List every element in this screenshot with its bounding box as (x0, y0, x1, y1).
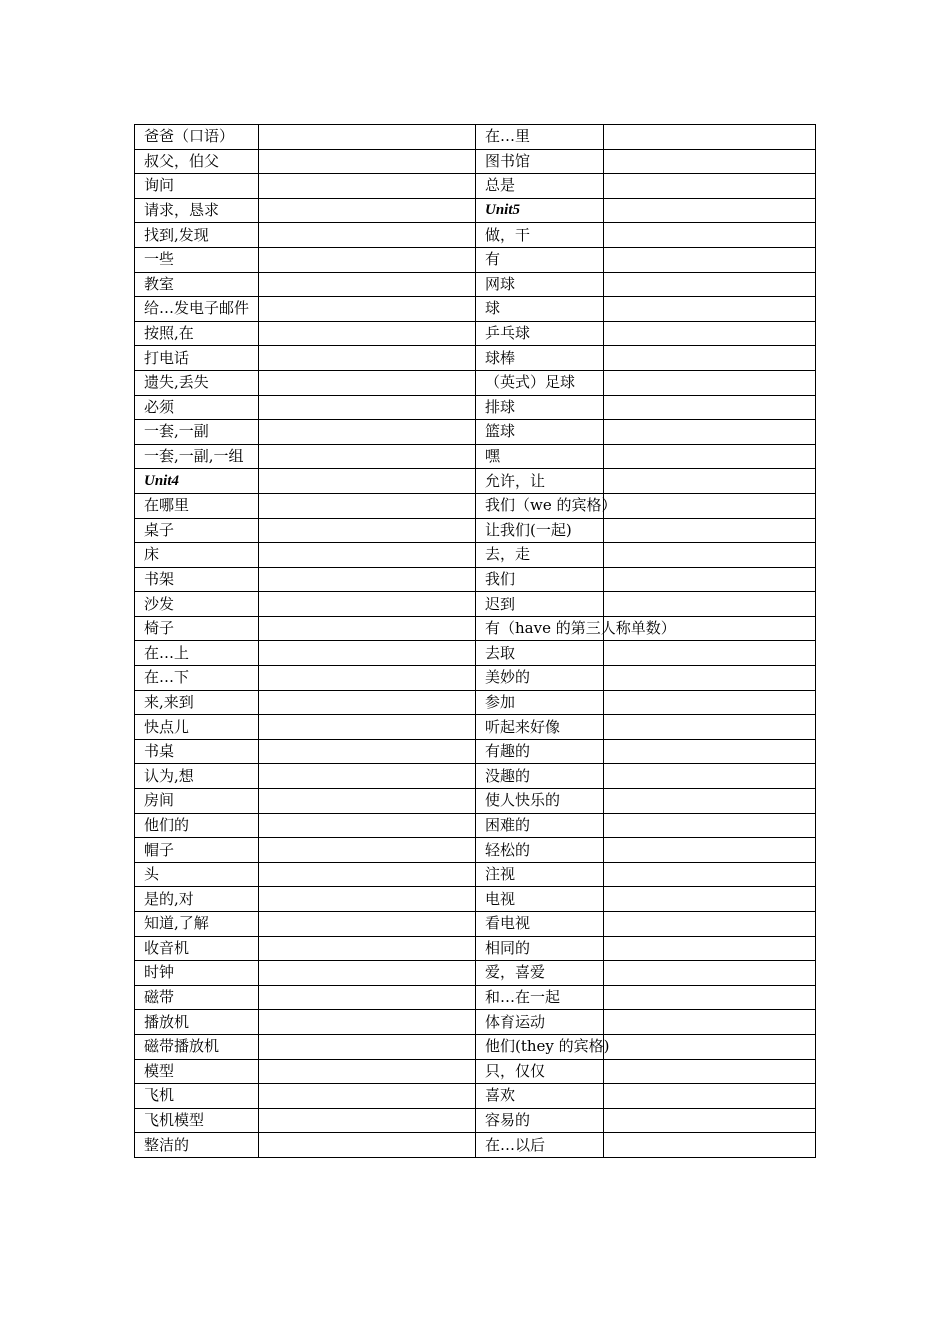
right-chinese-term: 美妙的 (476, 666, 604, 691)
left-answer-blank[interactable] (259, 813, 476, 838)
left-answer-blank[interactable] (259, 887, 476, 912)
right-answer-blank[interactable] (604, 936, 816, 961)
right-answer-blank[interactable] (604, 321, 816, 346)
table-row (135, 764, 816, 789)
right-answer-blank[interactable] (604, 961, 816, 986)
left-answer-blank[interactable] (259, 715, 476, 740)
table-row (135, 666, 816, 691)
table-row (135, 247, 816, 272)
right-answer-blank[interactable] (604, 715, 816, 740)
right-chinese-term: 没趣的 (476, 764, 604, 789)
table-row (135, 1010, 816, 1035)
left-answer-blank[interactable] (259, 272, 476, 297)
right-chinese-term: 容易的 (476, 1108, 604, 1133)
left-answer-blank[interactable] (259, 912, 476, 937)
left-answer-blank[interactable] (259, 346, 476, 371)
right-answer-blank[interactable] (604, 370, 816, 395)
left-chinese-term: 床 (135, 543, 259, 568)
right-chinese-term: Unit5 (476, 198, 604, 223)
left-chinese-term: 一些 (135, 247, 259, 272)
left-chinese-term: 在哪里 (135, 493, 259, 518)
right-answer-blank[interactable] (604, 223, 816, 248)
table-row (135, 715, 816, 740)
right-chinese-term: 相同的 (476, 936, 604, 961)
left-chinese-term: 沙发 (135, 592, 259, 617)
right-answer-blank[interactable] (604, 912, 816, 937)
right-chinese-term: 篮球 (476, 420, 604, 445)
right-answer-blank[interactable] (604, 469, 816, 494)
left-answer-blank[interactable] (259, 1059, 476, 1084)
table-row (135, 641, 816, 666)
right-answer-blank[interactable] (604, 838, 816, 863)
left-chinese-term: 按照,在 (135, 321, 259, 346)
left-chinese-term: 叔父，伯父 (135, 149, 259, 174)
left-chinese-term: 是的,对 (135, 887, 259, 912)
left-chinese-term: 他们的 (135, 813, 259, 838)
right-answer-blank[interactable] (604, 420, 816, 445)
right-answer-blank[interactable] (604, 862, 816, 887)
right-chinese-term: 体育运动 (476, 1010, 604, 1035)
left-chinese-term: 必须 (135, 395, 259, 420)
table-row (135, 1059, 816, 1084)
left-chinese-term: 磁带 (135, 985, 259, 1010)
table-row (135, 1084, 816, 1109)
table-row (135, 887, 816, 912)
right-answer-blank[interactable] (604, 985, 816, 1010)
right-answer-blank[interactable] (604, 444, 816, 469)
right-answer-blank[interactable] (604, 125, 816, 150)
right-answer-blank[interactable] (604, 1084, 816, 1109)
table-row (135, 690, 816, 715)
right-chinese-term: 听起来好像 (476, 715, 604, 740)
left-chinese-term: 教室 (135, 272, 259, 297)
left-answer-blank[interactable] (259, 395, 476, 420)
right-chinese-term: 轻松的 (476, 838, 604, 863)
left-answer-blank[interactable] (259, 1084, 476, 1109)
table-row (135, 912, 816, 937)
table-row (135, 469, 816, 494)
left-answer-blank[interactable] (259, 321, 476, 346)
left-answer-blank[interactable] (259, 690, 476, 715)
right-chinese-term: 图书馆 (476, 149, 604, 174)
right-chinese-term: 迟到 (476, 592, 604, 617)
left-chinese-term: 在…下 (135, 666, 259, 691)
table-row (135, 346, 816, 371)
table-row (135, 395, 816, 420)
left-answer-blank[interactable] (259, 518, 476, 543)
table-row (135, 838, 816, 863)
left-chinese-term: 遗失,丢失 (135, 370, 259, 395)
table-row (135, 813, 816, 838)
right-chinese-term: 在…里 (476, 125, 604, 150)
right-chinese-term: 有 (476, 247, 604, 272)
table-row (135, 223, 816, 248)
left-chinese-term: 在…上 (135, 641, 259, 666)
left-chinese-term: 请求，恳求 (135, 198, 259, 223)
right-chinese-term: 我们 (476, 567, 604, 592)
table-row (135, 297, 816, 322)
table-row (135, 198, 816, 223)
right-answer-blank[interactable] (604, 1010, 816, 1035)
left-answer-blank[interactable] (259, 125, 476, 150)
right-chinese-term: 乒乓球 (476, 321, 604, 346)
left-chinese-term: 打电话 (135, 346, 259, 371)
table-row (135, 985, 816, 1010)
left-answer-blank[interactable] (259, 961, 476, 986)
table-row (135, 493, 816, 518)
right-answer-blank[interactable] (604, 1133, 816, 1158)
left-chinese-term: 知道,了解 (135, 912, 259, 937)
left-answer-blank[interactable] (259, 297, 476, 322)
left-answer-blank[interactable] (259, 936, 476, 961)
right-chinese-term: 有趣的 (476, 739, 604, 764)
left-chinese-term: 飞机 (135, 1084, 259, 1109)
right-answer-blank[interactable] (604, 272, 816, 297)
left-answer-blank[interactable] (259, 641, 476, 666)
vocabulary-sheet (134, 124, 815, 1158)
left-answer-blank[interactable] (259, 1108, 476, 1133)
right-answer-blank[interactable] (604, 666, 816, 691)
table-row (135, 961, 816, 986)
left-answer-blank[interactable] (259, 666, 476, 691)
right-chinese-term: 网球 (476, 272, 604, 297)
table-row (135, 567, 816, 592)
right-answer-blank[interactable] (604, 346, 816, 371)
left-answer-blank[interactable] (259, 616, 476, 641)
table-row (135, 862, 816, 887)
right-chinese-term: 去，走 (476, 543, 604, 568)
left-answer-blank[interactable] (259, 493, 476, 518)
left-chinese-term: 一套,一副 (135, 420, 259, 445)
right-answer-blank[interactable] (604, 297, 816, 322)
left-chinese-term: 收音机 (135, 936, 259, 961)
right-chinese-term: 球 (476, 297, 604, 322)
right-answer-blank[interactable] (604, 813, 816, 838)
left-chinese-term: 模型 (135, 1059, 259, 1084)
left-chinese-term: 头 (135, 862, 259, 887)
right-answer-blank[interactable] (604, 149, 816, 174)
left-answer-blank[interactable] (259, 543, 476, 568)
right-chinese-term: 做，干 (476, 223, 604, 248)
right-chinese-term: 使人快乐的 (476, 789, 604, 814)
left-chinese-term: 给…发电子邮件 (135, 297, 259, 322)
left-chinese-term: 磁带播放机 (135, 1034, 259, 1059)
right-answer-blank[interactable] (604, 1059, 816, 1084)
right-chinese-term: 只，仅仅 (476, 1059, 604, 1084)
right-answer-blank[interactable] (604, 493, 816, 518)
right-chinese-term: 看电视 (476, 912, 604, 937)
right-answer-blank[interactable] (604, 1034, 816, 1059)
table-row (135, 936, 816, 961)
left-chinese-term: 房间 (135, 789, 259, 814)
left-chinese-term: Unit4 (135, 469, 259, 494)
left-chinese-term: 播放机 (135, 1010, 259, 1035)
right-answer-blank[interactable] (604, 518, 816, 543)
table-row (135, 125, 816, 150)
right-answer-blank[interactable] (604, 789, 816, 814)
left-answer-blank[interactable] (259, 370, 476, 395)
table-row (135, 789, 816, 814)
left-chinese-term: 帽子 (135, 838, 259, 863)
right-chinese-term: 爱，喜爱 (476, 961, 604, 986)
table-row (135, 1034, 816, 1059)
left-answer-blank[interactable] (259, 149, 476, 174)
table-row (135, 370, 816, 395)
left-answer-blank[interactable] (259, 739, 476, 764)
table-row (135, 321, 816, 346)
right-chinese-term: 总是 (476, 174, 604, 199)
left-chinese-term: 认为,想 (135, 764, 259, 789)
right-chinese-term: 有（have 的第三人称单数） (476, 616, 604, 641)
table-row (135, 149, 816, 174)
right-answer-blank[interactable] (604, 198, 816, 223)
left-answer-blank[interactable] (259, 1010, 476, 1035)
right-chinese-term: 他们(they 的宾格) (476, 1034, 604, 1059)
table-row (135, 592, 816, 617)
left-chinese-term: 找到,发现 (135, 223, 259, 248)
right-answer-blank[interactable] (604, 247, 816, 272)
table-row (135, 616, 816, 641)
left-chinese-term: 整洁的 (135, 1133, 259, 1158)
right-chinese-term: 允许，让 (476, 469, 604, 494)
right-answer-blank[interactable] (604, 690, 816, 715)
left-chinese-term: 椅子 (135, 616, 259, 641)
left-chinese-term: 爸爸（口语） (135, 125, 259, 150)
right-chinese-term: 参加 (476, 690, 604, 715)
table-row (135, 444, 816, 469)
right-answer-blank[interactable] (604, 174, 816, 199)
right-chinese-term: 我们（we 的宾格） (476, 493, 604, 518)
vocabulary-table (134, 124, 816, 1158)
right-chinese-term: 困难的 (476, 813, 604, 838)
right-chinese-term: 排球 (476, 395, 604, 420)
left-chinese-term: 快点儿 (135, 715, 259, 740)
left-answer-blank[interactable] (259, 985, 476, 1010)
left-answer-blank[interactable] (259, 789, 476, 814)
right-answer-blank[interactable] (604, 764, 816, 789)
left-chinese-term: 一套,一副,一组 (135, 444, 259, 469)
left-answer-blank[interactable] (259, 420, 476, 445)
left-answer-blank[interactable] (259, 838, 476, 863)
table-row (135, 543, 816, 568)
right-answer-blank[interactable] (604, 1108, 816, 1133)
right-chinese-term: 注视 (476, 862, 604, 887)
right-answer-blank[interactable] (604, 395, 816, 420)
table-row (135, 420, 816, 445)
table-row (135, 518, 816, 543)
right-chinese-term: 在…以后 (476, 1133, 604, 1158)
right-chinese-term: 和…在一起 (476, 985, 604, 1010)
left-answer-blank[interactable] (259, 223, 476, 248)
right-answer-blank[interactable] (604, 887, 816, 912)
right-answer-blank[interactable] (604, 739, 816, 764)
table-row (135, 272, 816, 297)
left-chinese-term: 来,来到 (135, 690, 259, 715)
right-chinese-term: 电视 (476, 887, 604, 912)
right-answer-blank[interactable] (604, 592, 816, 617)
left-answer-blank[interactable] (259, 469, 476, 494)
left-chinese-term: 桌子 (135, 518, 259, 543)
table-row (135, 1108, 816, 1133)
right-chinese-term: 球棒 (476, 346, 604, 371)
left-answer-blank[interactable] (259, 1034, 476, 1059)
right-chinese-term: 嘿 (476, 444, 604, 469)
vocabulary-table-body (135, 125, 816, 1158)
left-answer-blank[interactable] (259, 592, 476, 617)
table-row (135, 739, 816, 764)
right-answer-blank[interactable] (604, 543, 816, 568)
left-answer-blank[interactable] (259, 1133, 476, 1158)
left-answer-blank[interactable] (259, 444, 476, 469)
right-chinese-term: （英式）足球 (476, 370, 604, 395)
left-answer-blank[interactable] (259, 764, 476, 789)
left-chinese-term: 书架 (135, 567, 259, 592)
right-chinese-term: 去取 (476, 641, 604, 666)
left-chinese-term: 询问 (135, 174, 259, 199)
right-answer-blank[interactable] (604, 641, 816, 666)
left-answer-blank[interactable] (259, 247, 476, 272)
right-chinese-term: 让我们(一起) (476, 518, 604, 543)
left-chinese-term: 时钟 (135, 961, 259, 986)
left-answer-blank[interactable] (259, 862, 476, 887)
left-chinese-term: 书桌 (135, 739, 259, 764)
left-answer-blank[interactable] (259, 567, 476, 592)
left-chinese-term: 飞机模型 (135, 1108, 259, 1133)
right-answer-blank[interactable] (604, 567, 816, 592)
left-answer-blank[interactable] (259, 198, 476, 223)
table-row (135, 174, 816, 199)
table-row (135, 1133, 816, 1158)
left-answer-blank[interactable] (259, 174, 476, 199)
right-chinese-term: 喜欢 (476, 1084, 604, 1109)
